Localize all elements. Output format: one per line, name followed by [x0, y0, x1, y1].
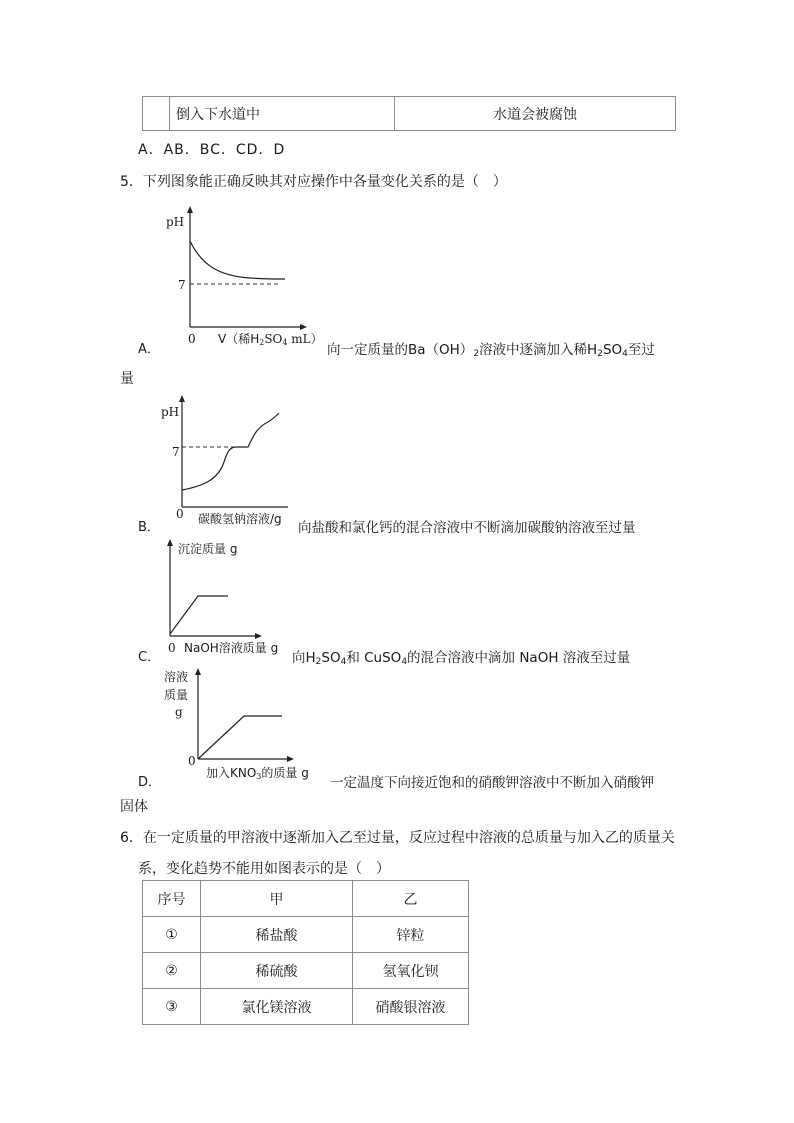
- ph-curve: [182, 413, 279, 490]
- origin-label: 0: [168, 641, 176, 655]
- table-row: [143, 97, 676, 131]
- q5-stem: 5．下列图象能正确反映其对应操作中各量变化关系的是（ ）: [120, 174, 507, 190]
- option-b-caption: 向盐酸和氯化钙的混合溶液中不断滴加碳酸钠溶液至过量: [298, 520, 636, 536]
- option-a-label: A．: [138, 342, 160, 357]
- table-cell: 氯化镁溶液: [201, 989, 353, 1025]
- option-d-caption-wrap: 固体: [120, 799, 148, 815]
- table-cell: 倒入下水道中: [170, 97, 395, 131]
- chart-b: [158, 392, 308, 528]
- table-cell: ③: [143, 989, 201, 1025]
- table-cell: ①: [143, 917, 201, 953]
- option-d-label: D．: [138, 775, 162, 790]
- y-axis-label: 溶液: [164, 670, 189, 684]
- chart-d: [160, 664, 330, 786]
- x-axis-label: V（稀H2SO4 mL）: [218, 332, 323, 347]
- table-cell: 氢氧化钡: [353, 953, 469, 989]
- origin-label: 0: [188, 332, 196, 346]
- y-tick-label: 7: [172, 445, 180, 459]
- y-axis-label: 质量: [164, 688, 189, 702]
- chart-a: [160, 204, 330, 354]
- option-c-label: C．: [138, 650, 161, 665]
- x-axis-label: 加入KNO3的质量 g: [206, 766, 309, 781]
- table-header-cell: 乙: [353, 881, 469, 917]
- top-answer-table: [142, 96, 676, 131]
- table-cell: ②: [143, 953, 201, 989]
- table-header-cell: 序号: [143, 881, 201, 917]
- x-axis-label: NaOH溶液质量 g: [184, 641, 279, 655]
- q4-answer-options: A．AB．BC．CD．D: [138, 142, 286, 158]
- y-axis-label: pH: [161, 405, 180, 419]
- origin-label: 0: [188, 754, 196, 768]
- y-axis-label: 沉淀质量 g: [178, 542, 238, 556]
- chart-c: [158, 536, 293, 660]
- q6-table: [142, 880, 469, 1025]
- table-row: [143, 917, 469, 953]
- table-cell: 水道会被腐蚀: [395, 97, 676, 131]
- table-cell: 锌粒: [353, 917, 469, 953]
- precipitate-curve: [170, 596, 228, 634]
- table-row: [143, 989, 469, 1025]
- table-cell: [143, 97, 170, 131]
- table-cell: 稀盐酸: [201, 917, 353, 953]
- x-axis-label: 碳酸氢钠溶液/g: [198, 512, 282, 526]
- solution-mass-curve: [198, 716, 282, 759]
- option-b-label: B．: [138, 520, 160, 535]
- y-axis-label: g: [175, 705, 183, 719]
- option-c-caption: 向$H_2SO_4$和 CuSO$_4$的混合溶液中滴加 NaOH 溶液至过量: [292, 650, 631, 667]
- option-a-caption-wrap: 量: [120, 371, 134, 387]
- table-header-row: [143, 881, 469, 917]
- option-a-caption: 向一定质量的$Ba(OH)_2$溶液中逐滴加入稀$H_2SO_4$至过: [327, 342, 655, 359]
- y-axis-label: pH: [166, 215, 185, 229]
- q6-stem-line1: 6．在一定质量的甲溶液中逐渐加入乙至过量，反应过程中溶液的总质量与加入乙的质量关: [120, 830, 675, 846]
- option-d-caption: 一定温度下向接近饱和的硝酸钾溶液中不断加入硝酸钾: [330, 775, 654, 791]
- table-header-cell: 甲: [201, 881, 353, 917]
- table-row: [143, 953, 469, 989]
- q6-stem-line2: 系，变化趋势不能用如图表示的是（ ）: [138, 861, 390, 877]
- table-cell: 稀硫酸: [201, 953, 353, 989]
- table-cell: 硝酸银溶液: [353, 989, 469, 1025]
- y-tick-label: 7: [178, 278, 186, 292]
- origin-label: 0: [176, 507, 184, 521]
- ph-curve: [190, 241, 285, 279]
